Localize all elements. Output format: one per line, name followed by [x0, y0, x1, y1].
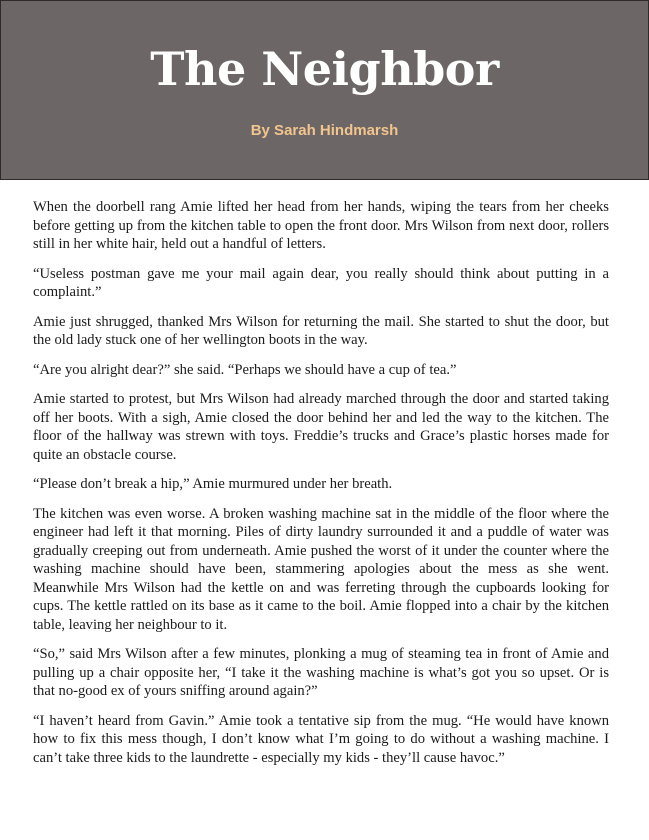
paragraph: “Useless postman gave me your mail again dear, you really should think about putting in a complaint.” [33, 265, 609, 300]
paragraph: The kitchen was even worse. A broken washing machine sat in the middle of the floor where the engineer had left it that morning. Piles of dirty laundry surrounded it and a puddle of water was gradually creeping out from underneath. Amie pushed the worst of it under the counter where the washing machine should have been, stammering apologies about the mess as she went. Meanwhile Mrs Wilson had the kettle on and was ferreting through the cupboards looking for cups. The kettle rattled on its base as it came to the boil. Amie flopped into a chair by the kitchen table, leaving her neighbour to it. [33, 505, 609, 633]
paragraph: Amie started to protest, but Mrs Wilson had already marched through the door and started taking off her boots. With a sigh, Amie closed the door behind her and led the way to the kitchen. The floor of the hallway was strewn with toys. Freddie’s trucks and Grace’s plastic horses made for quite an obstacle course. [33, 391, 609, 463]
author-byline: By Sarah Hindmarsh [250, 122, 399, 139]
paragraph: “Please don’t break a hip,” Amie murmured under her breath. [33, 476, 393, 492]
paragraph: “Are you alright dear?” she said. “Perhaps we should have a cup of tea.” [33, 361, 457, 378]
page-title: The Neighbor [150, 42, 499, 96]
paragraph: Amie just shrugged, thanked Mrs Wilson for returning the mail. She started to shut the door, but the old lady stuck one of her wellington boots in the way. [33, 313, 609, 348]
paragraph: “So,” said Mrs Wilson after a few minutes, plonking a mug of steaming tea in front of Amie and pulling up a chair opposite her, “I take it the washing machine is what’s got you so upset. Or is that no-good ex of yours sniffing around again?” [33, 646, 609, 699]
story-body [33, 198, 609, 778]
paragraph: When the doorbell rang Amie lifted her head from her hands, wiping the tears from her cheeks before getting up from the kitchen table to open the front door. Mrs Wilson from next door, rollers still in her white hair, held out a handful of letters. [33, 199, 609, 252]
paragraph: “I haven’t heard from Gavin.” Amie took a tentative sip from the mug. “He would have known how to fix this mess though, I don’t know what I’m going to do without a washing machine. I can’t take three kids to the laundrette - especially my kids - they’ll cause havoc.” [33, 712, 609, 766]
title-banner [0, 0, 649, 180]
